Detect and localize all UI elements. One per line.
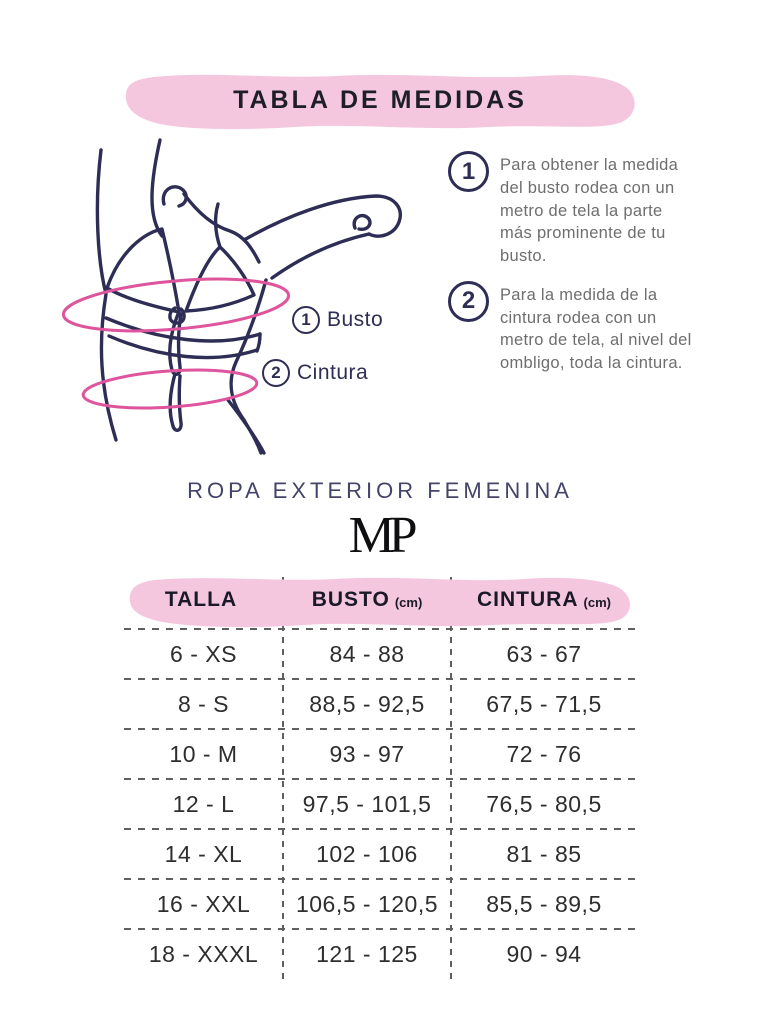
header-busto <box>283 572 451 628</box>
chin-line <box>163 187 186 206</box>
instruction-step-2 <box>448 281 708 375</box>
instruction-step-1 <box>448 151 708 268</box>
table-row <box>124 780 637 828</box>
raised-arm-inner <box>152 140 162 236</box>
cell-talla: 10 - M <box>169 740 238 767</box>
cell-busto: 93 - 97 <box>329 740 405 767</box>
header-unit: (cm) <box>583 594 611 610</box>
bra-tie-2 <box>170 374 181 430</box>
bust-measure-ellipse <box>61 271 290 339</box>
step-number-2: 2 <box>448 281 489 322</box>
cell-talla: 18 - XXXL <box>148 940 259 967</box>
cell-busto: 88,5 - 92,5 <box>309 690 425 717</box>
instructions <box>448 151 708 388</box>
cell-cintura: 72 - 76 <box>506 740 582 767</box>
cell-cintura: 76,5 - 80,5 <box>486 790 602 817</box>
circled-number-1: 1 <box>292 306 320 334</box>
step-number-1: 1 <box>448 151 489 192</box>
figure-label-text: Busto <box>327 308 384 331</box>
brand-logo: MP <box>348 507 412 564</box>
cell-talla: 8 - S <box>177 690 230 717</box>
bent-arm-upper <box>244 196 400 240</box>
torso-line-art <box>48 138 430 460</box>
step-text-1: Para obtener la medida del busto rodea con un metro de tela la parte más prominente de tu busto. <box>500 156 679 266</box>
header-talla <box>124 572 283 628</box>
table-row <box>124 880 637 928</box>
table-row <box>124 630 637 678</box>
column-divider <box>282 577 284 985</box>
cell-busto: 121 - 125 <box>316 940 418 967</box>
header-label: TALLA <box>164 588 238 611</box>
cell-cintura: 63 - 67 <box>506 640 582 667</box>
size-table <box>124 572 637 985</box>
header-cintura <box>451 572 637 628</box>
cell-talla: 12 - L <box>172 790 235 817</box>
table-row <box>124 930 637 978</box>
cell-cintura: 81 - 85 <box>506 840 582 867</box>
table-row <box>124 830 637 878</box>
bra-left-cup <box>107 229 179 312</box>
header-unit: (cm) <box>394 594 423 610</box>
table-header-row <box>124 572 637 628</box>
header-label: CINTURA <box>477 588 579 611</box>
cell-busto: 102 - 106 <box>316 840 418 867</box>
figure-label-cintura <box>262 359 368 387</box>
cell-busto: 97,5 - 101,5 <box>302 790 432 817</box>
figure-label-text: Cintura <box>297 361 369 384</box>
hip-line <box>228 400 264 453</box>
jaw-neck-shoulder-line <box>184 194 259 262</box>
title-banner <box>120 68 640 132</box>
cell-talla: 6 - XS <box>170 640 237 667</box>
bent-arm-lower <box>272 234 369 278</box>
column-divider <box>450 577 452 985</box>
cell-busto: 84 - 88 <box>329 640 405 667</box>
cell-busto: 106,5 - 120,5 <box>295 890 439 917</box>
cell-cintura: 67,5 - 71,5 <box>486 690 602 717</box>
cell-talla: 16 - XXL <box>156 890 251 917</box>
table-row <box>124 730 637 778</box>
cell-talla: 14 - XL <box>164 840 243 867</box>
section-title: ROPA EXTERIOR FEMENINA <box>187 478 573 503</box>
header-label: BUSTO <box>311 588 390 611</box>
page-title: TABLA DE MEDIDAS <box>233 86 527 114</box>
figure-label-busto <box>292 306 383 334</box>
cell-cintura: 85,5 - 89,5 <box>486 890 602 917</box>
circled-number-2: 2 <box>262 359 290 387</box>
hand-curl <box>354 216 370 230</box>
cell-cintura: 90 - 94 <box>506 940 582 967</box>
table-row <box>124 680 637 728</box>
measurement-figure <box>48 138 430 460</box>
step-text-2: Para la medida de la cintura rodea con un metro de tela, al nivel del ombligo, toda la cintura. <box>500 285 692 373</box>
